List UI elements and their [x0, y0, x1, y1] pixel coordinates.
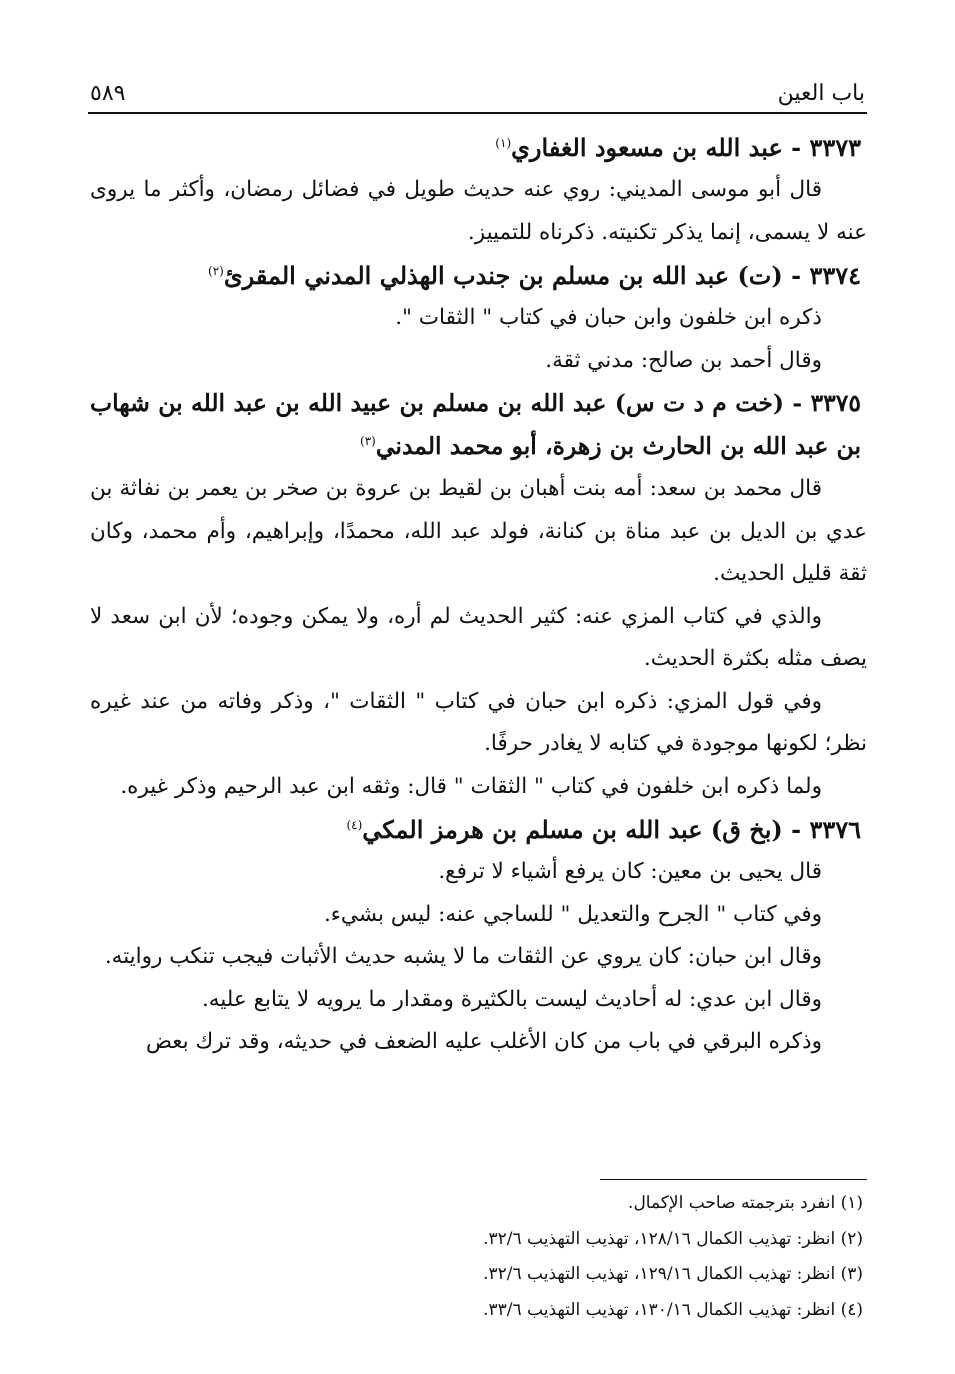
paragraph: وقال ابن عدي: له أحاديث ليست بالكثيرة ومقدار ما يرويه لا يتابع عليه. — [201, 986, 822, 1012]
entry-title-text: ٣٣٧٣ - عبد الله بن مسعود الغفاري — [511, 133, 861, 162]
entry-heading-3376 — [90, 808, 867, 851]
paragraph: وذكره البرقي في باب من كان الأغلب عليه الضعف في حديثه، وقد ترك بعض — [145, 1029, 822, 1054]
paragraph: وفي كتاب " الجرح والتعديل " للساجي عنه: ليس بشيء. — [323, 901, 822, 927]
paragraph: وفي قول المزي: ذكره ابن حبان في كتاب " الثقات "، وذكر وفاته من عند غيره نظر؛ لكونها موجودة في كتابه لا يغادر حرفًا. — [90, 688, 867, 756]
footnote-ref: (٣) — [360, 434, 376, 449]
entry-title-text: ٣٣٧٤ - (ت) عبد الله بن مسلم بن جندب الهذلي المدني المقرئ — [223, 261, 861, 290]
paragraph: قال أبو موسى المديني: روي عنه حديث طويل في فضائل رمضان، وأكثر ما يروى عنه لا يسمى، إنما يذكر تكنيته. ذكرناه للتمييز. — [90, 177, 867, 245]
footnotes — [90, 1186, 867, 1328]
main-text — [90, 126, 867, 1064]
entry-heading-3374 — [90, 254, 867, 297]
entry-heading-3375 — [90, 382, 867, 468]
paragraph: وقال أحمد بن صالح: مدني ثقة. — [545, 347, 822, 373]
entry-title-text: ٣٣٧٥ - (خت م د ت س) عبد الله بن مسلم بن عبيد الله بن عبد الله بن شهاب بن عبد الله بن الحارث بن زهرة، أبو محمد المدني — [90, 389, 861, 460]
paragraph: والذي في كتاب المزي عنه: كثير الحديث لم أره، ولا يمكن وجوده؛ لأن ابن سعد لا يصف مثله بكثرة الحديث. — [90, 603, 867, 671]
footnote-separator — [600, 1179, 867, 1180]
footnote: (٢) انظر: تهذيب الكمال ١٢٨/١٦، تهذيب التهذيب ٣٢/٦. — [483, 1228, 863, 1249]
paragraph: ولما ذكره ابن خلفون في كتاب " الثقات " قال: وثقه ابن عبد الرحيم وذكر غيره. — [120, 773, 822, 799]
running-header — [90, 76, 865, 110]
header-rule — [88, 112, 867, 114]
paragraph: ذكره ابن خلفون وابن حبان في كتاب " الثقات ". — [395, 305, 822, 330]
footnote-ref: (٢) — [208, 264, 224, 278]
footnote: (٤) انظر: تهذيب الكمال ١٣٠/١٦، تهذيب التهذيب ٣٣/٦. — [483, 1299, 863, 1320]
footnote: (١) انفرد بترجمته صاحب الإكمال. — [628, 1193, 863, 1213]
footnote-ref: (٤) — [346, 818, 363, 832]
entry-title-text: ٣٣٧٦ - (بخ ق) عبد الله بن مسلم بن هرمز المكي — [362, 815, 861, 844]
chapter-title: باب العين — [777, 80, 865, 106]
paragraph: وقال ابن حبان: كان يروي عن الثقات ما لا يشبه حديث الأثبات فيجب تنكب روايته. — [104, 944, 822, 969]
paragraph: قال يحيى بن معين: كان يرفع أشياء لا ترفع. — [438, 859, 822, 884]
entry-heading-3373 — [90, 126, 867, 169]
paragraph: قال محمد بن سعد: أمه بنت أهبان بن لقيط بن عروة بن صخر بن يعمر بن نفاثة بن عدي بن الديل بن عبد مناة بن كنانة، فولد عبد الله، محمدًا، وإبراهيم، وأم محمد، وكان ثقة قليل الحديث. — [90, 476, 867, 586]
footnote-ref: (١) — [495, 136, 512, 150]
footnote: (٣) انظر: تهذيب الكمال ١٢٩/١٦، تهذيب التهذيب ٣٢/٦. — [483, 1264, 863, 1284]
page-number: ٥٨٩ — [90, 80, 126, 106]
